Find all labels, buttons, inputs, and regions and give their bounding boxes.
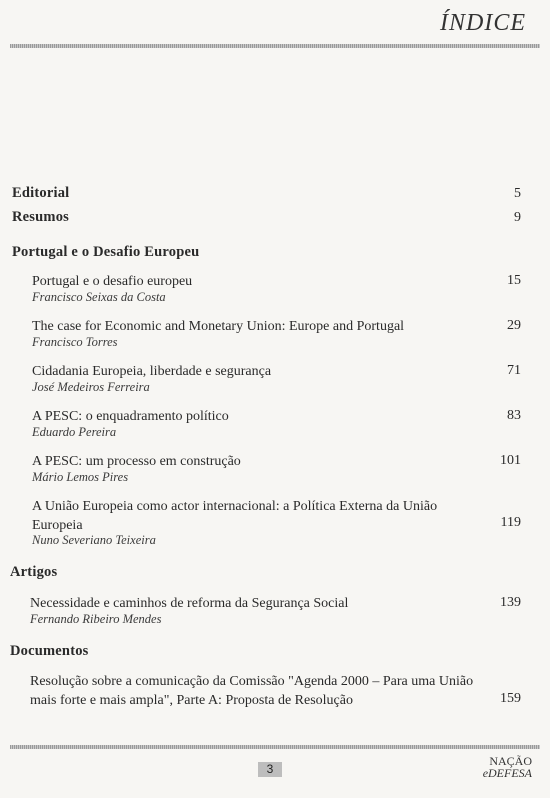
publication-logo [483,755,532,779]
toc-item-page: 83 [507,408,521,423]
page-number-resumos: 9 [514,210,521,225]
logo-line-1: NAÇÃO [489,754,532,768]
section-portugal-desafio-europeu: Portugal e o Desafio Europeu [12,244,200,260]
toc-item-author: José Medeiros Ferreira [32,380,150,394]
section-artigos: Artigos [10,564,58,580]
page-number-editorial: 5 [514,186,521,201]
toc-item-page: 101 [500,453,521,468]
toc-item-title[interactable]: The case for Economic and Monetary Union: Europe and Portugal [32,319,405,334]
toc-item-page: 139 [500,595,521,610]
toc-item-page: 71 [507,363,521,378]
toc-item-title[interactable]: Resolução sobre a comunicação da Comissão "Agenda 2000 – Para uma União mais forte e mais ampla", Parte A: Proposta de Resolução [30,674,474,708]
bottom-divider [10,745,540,749]
toc-item-page: 29 [507,318,521,333]
toc-item-title[interactable]: A PESC: um processo em construção [32,454,241,469]
section-editorial[interactable]: Editorial [12,185,70,201]
toc-item-author: Fernando Ribeiro Mendes [30,612,162,626]
toc-item-author: Nuno Severiano Teixeira [32,533,156,547]
logo-line-2: eDEFESA [482,766,532,780]
toc-item-title[interactable]: Cidadania Europeia, liberdade e segurança [32,364,272,379]
toc-item-page: 159 [500,691,521,706]
toc-item-title[interactable]: A PESC: o enquadramento político [32,409,229,424]
section-resumos[interactable]: Resumos [12,209,69,225]
section-documentos: Documentos [10,643,89,659]
toc-item-title[interactable]: Necessidade e caminhos de reforma da Segurança Social [30,596,349,611]
toc-item-author: Francisco Torres [32,335,118,349]
page-number: 3 [258,762,282,777]
toc-item-title[interactable]: A União Europeia como actor internacional: a Política Externa da União Europeia [32,499,438,533]
toc-item-page: 15 [507,273,521,288]
toc-item-title[interactable]: Portugal e o desafio europeu [32,274,193,289]
page-title: ÍNDICE [440,10,526,36]
toc-item-author: Eduardo Pereira [32,425,117,439]
toc-item-author: Francisco Seixas da Costa [32,290,166,304]
toc-item-page: 119 [500,515,521,530]
toc-item-author: Mário Lemos Pires [32,470,129,484]
